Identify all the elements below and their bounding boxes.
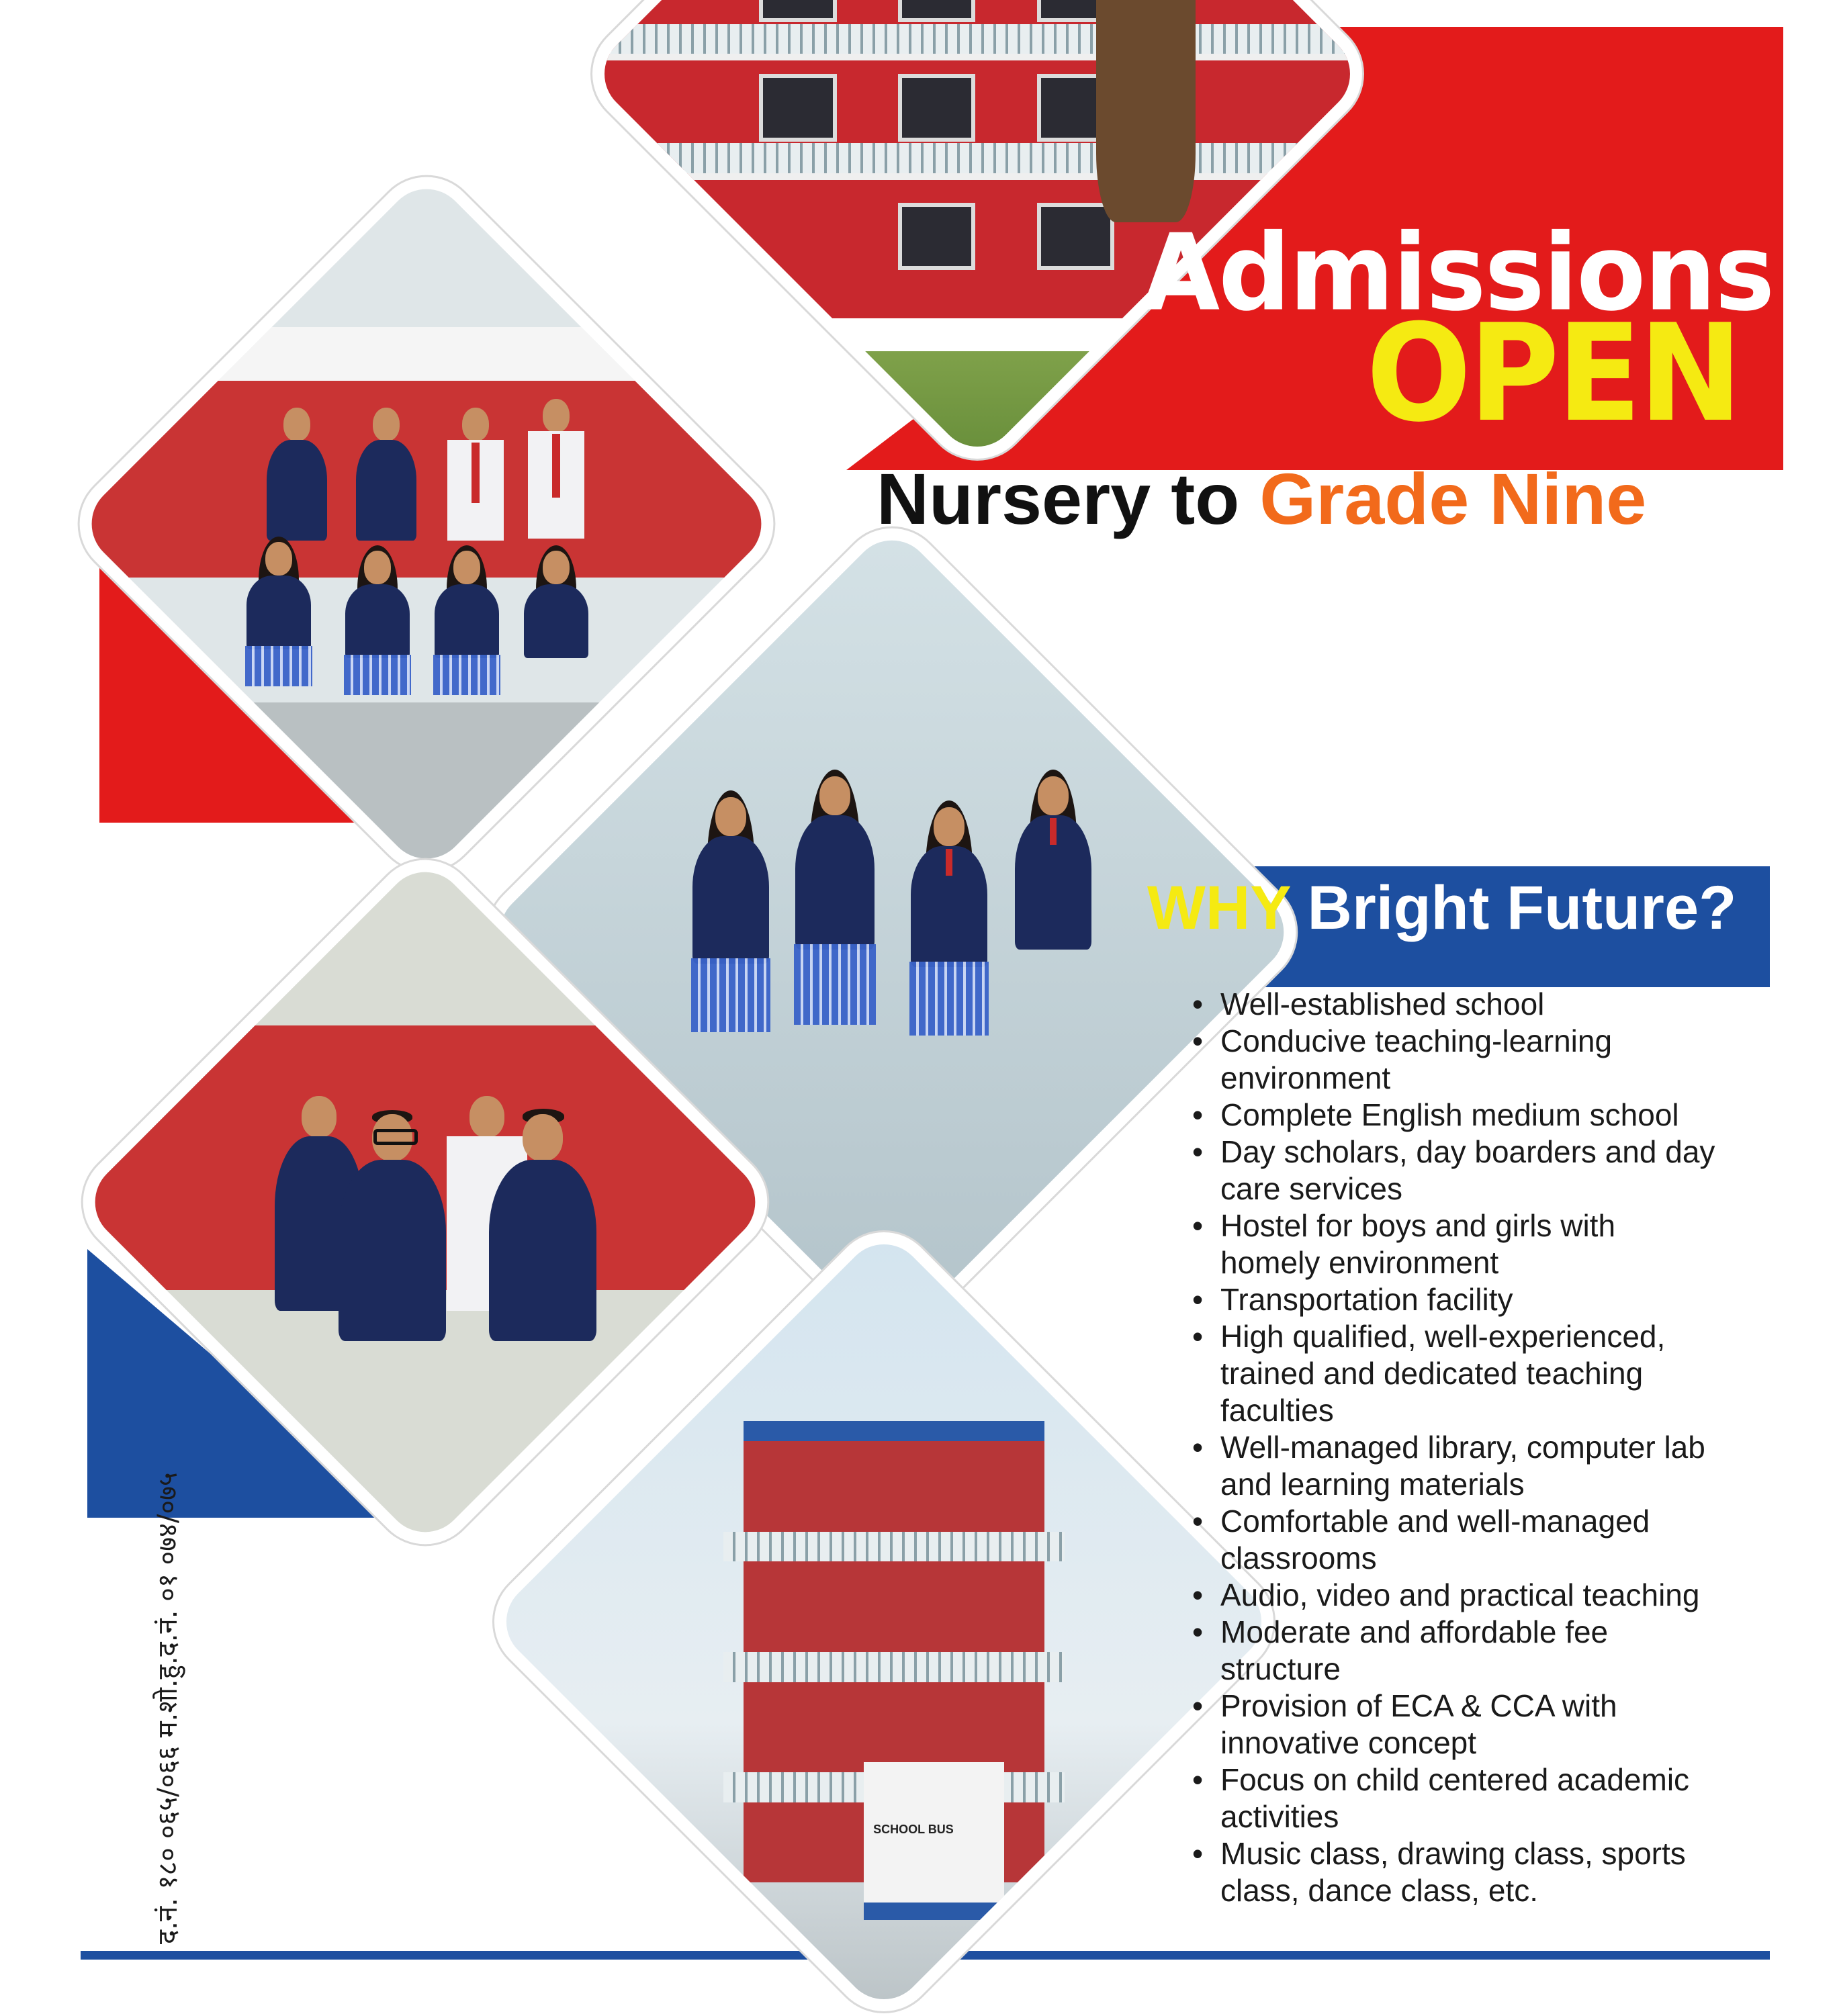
feature-item: • Day scholars, day boarders and day care services bbox=[1192, 1134, 1716, 1207]
why-heading-part2: Bright Future? bbox=[1307, 874, 1737, 942]
school-bus bbox=[864, 1762, 1004, 1920]
registration-number-text: द.नं. १८० ०६५/०६६ म.शो.हु.द.नं. ०१ ०७४/०७५ bbox=[152, 1472, 183, 1944]
headline-open: OPEN bbox=[1366, 295, 1740, 452]
why-heading bbox=[1147, 873, 1736, 944]
feature-item: • Transportation facility bbox=[1192, 1281, 1716, 1318]
feature-item: • Focus on child centered academic activities bbox=[1192, 1761, 1716, 1835]
features-list bbox=[1192, 986, 1716, 1909]
feature-item: • Well-established school bbox=[1192, 986, 1716, 1023]
feature-item: • Hostel for boys and girls with homely environment bbox=[1192, 1207, 1716, 1281]
school-bus-label: SCHOOL BUS bbox=[873, 1823, 954, 1837]
feature-item: • Comfortable and well-managed classrooms bbox=[1192, 1503, 1716, 1577]
subheadline bbox=[877, 457, 1646, 541]
feature-item: • Provision of ECA & CCA with innovative concept bbox=[1192, 1688, 1716, 1761]
subheadline-part1: Nursery to bbox=[877, 458, 1240, 539]
feature-item: • Complete English medium school bbox=[1192, 1097, 1716, 1134]
feature-item: • Conducive teaching-learning environment bbox=[1192, 1023, 1716, 1097]
subheadline-part2: Grade Nine bbox=[1259, 458, 1647, 539]
feature-item: • High qualified, well-experienced, trained and dedicated teaching faculties bbox=[1192, 1318, 1716, 1429]
feature-item: • Well-managed library, computer lab and learning materials bbox=[1192, 1429, 1716, 1503]
feature-item: • Audio, video and practical teaching bbox=[1192, 1577, 1716, 1614]
headline-admissions: Admissions bbox=[1142, 212, 1774, 335]
feature-item: • Music class, drawing class, sports class, dance class, etc. bbox=[1192, 1835, 1716, 1909]
feature-item: • Moderate and affordable fee structure bbox=[1192, 1614, 1716, 1688]
why-heading-part1: WHY bbox=[1147, 874, 1290, 942]
